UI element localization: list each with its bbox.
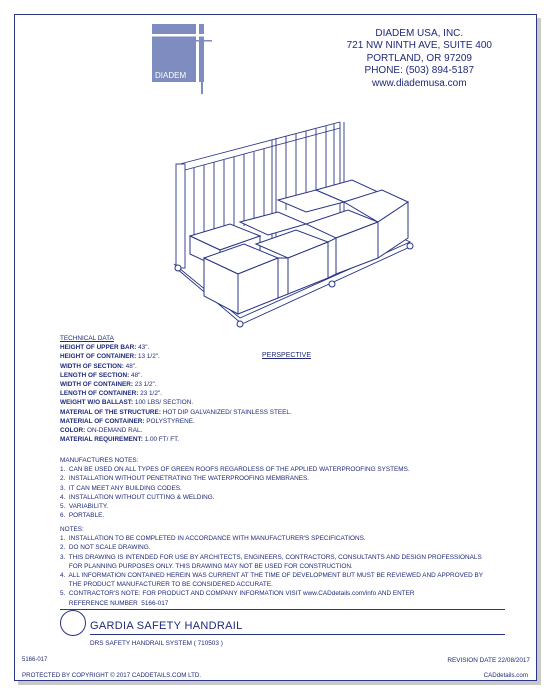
reference-number: 5166-017	[22, 657, 48, 663]
technical-data-label: HEIGHT OF UPPER BAR:	[60, 344, 137, 352]
technical-data-label: WIDTH OF SECTION:	[60, 362, 124, 370]
technical-data-row	[60, 343, 292, 352]
technical-data-value: POLYSTYRENE.	[144, 417, 195, 425]
company-address-2: PORTLAND, OR 97209	[366, 52, 472, 64]
manufacturer-note-item: 4. INSTALLATION WITHOUT CUTTING & WELDING.	[60, 493, 215, 501]
technical-data-list	[60, 343, 292, 444]
general-note-item: REFERENCE NUMBER 5166-017	[60, 599, 169, 607]
technical-data-value: 48".	[129, 371, 143, 379]
technical-data-row	[60, 389, 292, 398]
technical-data-value: 48".	[123, 362, 137, 370]
technical-data-label: MATERIAL OF CONTAINER:	[60, 417, 145, 425]
technical-data-row	[60, 435, 292, 444]
technical-data-value: 43".	[136, 344, 150, 352]
diadem-logo	[152, 24, 214, 94]
general-notes-heading: NOTES:	[60, 526, 84, 533]
general-note-item: THE PRODUCT MANUFACTURER TO BE CONSIDERED ACCURATE.	[60, 581, 273, 589]
technical-data-heading: TECHNICAL DATA	[60, 335, 114, 342]
technical-data-label: WEIGHT W/O BALLAST:	[60, 399, 134, 407]
technical-data-label: COLOR:	[60, 427, 86, 435]
technical-data-row	[60, 352, 292, 361]
technical-data-label: MATERIAL OF THE STRUCTURE:	[60, 408, 161, 416]
manufacturer-note-item: 1. CAN BE USED ON ALL TYPES OF GREEN ROOFS REGARDLESS OF THE APPLIED WATERPROOFING SYSTEMS.	[60, 466, 410, 474]
technical-data-value: 23 1/2".	[133, 381, 157, 389]
general-note-item: FOR PLANNING PURPOSES ONLY. THIS DRAWING MAY NOT BE USED FOR CONSTRUCTION.	[60, 562, 353, 570]
title-rule-top	[60, 609, 505, 610]
technical-data-row	[60, 398, 292, 407]
general-note-item: 3. THIS DRAWING IS INTENDED FOR USE BY ARCHITECTS, ENGINEERS, CONTRACTORS, CONSULTANTS AND DESIGN PROFESSIONALS	[60, 553, 482, 561]
company-phone: PHONE: (503) 894-5187	[364, 65, 475, 77]
technical-data-label: MATERIAL REQUIREMENT:	[60, 436, 143, 444]
technical-data-row	[60, 417, 292, 426]
technical-data-value: 100 LBS/ SECTION.	[133, 399, 194, 407]
logo-text: DIADEM	[155, 71, 187, 80]
general-notes-list	[60, 534, 483, 608]
technical-data-value: ON-DEMAND RAL.	[85, 427, 143, 435]
technical-data-label: WIDTH OF CONTAINER:	[60, 381, 134, 389]
title-rule-mid	[90, 634, 505, 635]
technical-data-value: 13 1/2".	[136, 353, 160, 361]
company-website[interactable]: www.diademusa.com	[372, 77, 467, 89]
company-address-1: 721 NW NINTH AVE, SUITE 400	[346, 40, 492, 52]
technical-data-value: 23 1/2".	[138, 390, 162, 398]
drawing-subtitle: DRS SAFETY HANDRAIL SYSTEM ( 710503 )	[90, 640, 223, 647]
company-name: DIADEM USA, INC.	[375, 28, 464, 39]
manufacturer-note-item: 6. PORTABLE.	[60, 512, 105, 520]
manufacturer-note-item: 5. VARIABILITY.	[60, 503, 109, 511]
general-note-item: 2. DO NOT SCALE DRAWING.	[60, 544, 151, 552]
technical-data-row	[60, 371, 292, 380]
technical-data-value: HOT DIP GALVANIZED/ STAINLESS STEEL.	[160, 408, 292, 416]
technical-data-label: HEIGHT OF CONTAINER:	[60, 353, 137, 361]
revision-date: REVISION DATE 22/08/2017	[447, 657, 530, 664]
technical-data-label: LENGTH OF CONTAINER:	[60, 390, 139, 398]
handrail-perspective-drawing	[160, 118, 420, 338]
general-note-item: 1. INSTALLATION TO BE COMPLETED IN ACCORDANCE WITH MANUFACTURER'S SPECIFICATIONS.	[60, 535, 366, 543]
general-note-item: 5. CONTRACTOR'S NOTE: FOR PRODUCT AND COMPANY INFORMATION VISIT www.CADdetails.com/info AND ENTER	[60, 590, 415, 598]
manufacturer-notes	[60, 456, 410, 520]
drawing-caption: PERSPECTIVE	[262, 352, 312, 359]
title-circle	[60, 610, 86, 636]
caddetails-link[interactable]: CADdetails.com	[483, 672, 528, 679]
manufacturer-notes-heading: MANUFACTURES NOTES:	[60, 457, 139, 464]
manufacturer-note-item: 3. IT CAN MEET ANY BUILDING CODES.	[60, 484, 182, 492]
copyright-footer: PROTECTED BY COPYRIGHT © 2017 CADDETAILS.COM LTD.	[22, 672, 202, 679]
general-notes	[60, 525, 483, 608]
technical-data-row	[60, 408, 292, 417]
technical-data	[60, 334, 292, 444]
company-info	[347, 28, 492, 90]
manufacturer-note-item: 2. INSTALLATION WITHOUT PENETRATING THE WATERPROOFING MEMBRANES.	[60, 475, 310, 483]
technical-data-row	[60, 380, 292, 389]
drawing-title: GARDIA SAFETY HANDRAIL	[90, 620, 243, 632]
technical-data-row	[60, 426, 292, 435]
general-note-item: 4. ALL INFORMATION CONTAINED HEREIN WAS CURRENT AT THE TIME OF DEVELOPMENT BUT MUST BE REVIEWED AND APPROVED BY	[60, 572, 484, 580]
technical-data-value: 1.00 FT/ FT.	[142, 436, 180, 444]
manufacturer-notes-list	[60, 465, 410, 520]
technical-data-label: LENGTH OF SECTION:	[60, 371, 130, 379]
technical-data-row	[60, 362, 292, 371]
